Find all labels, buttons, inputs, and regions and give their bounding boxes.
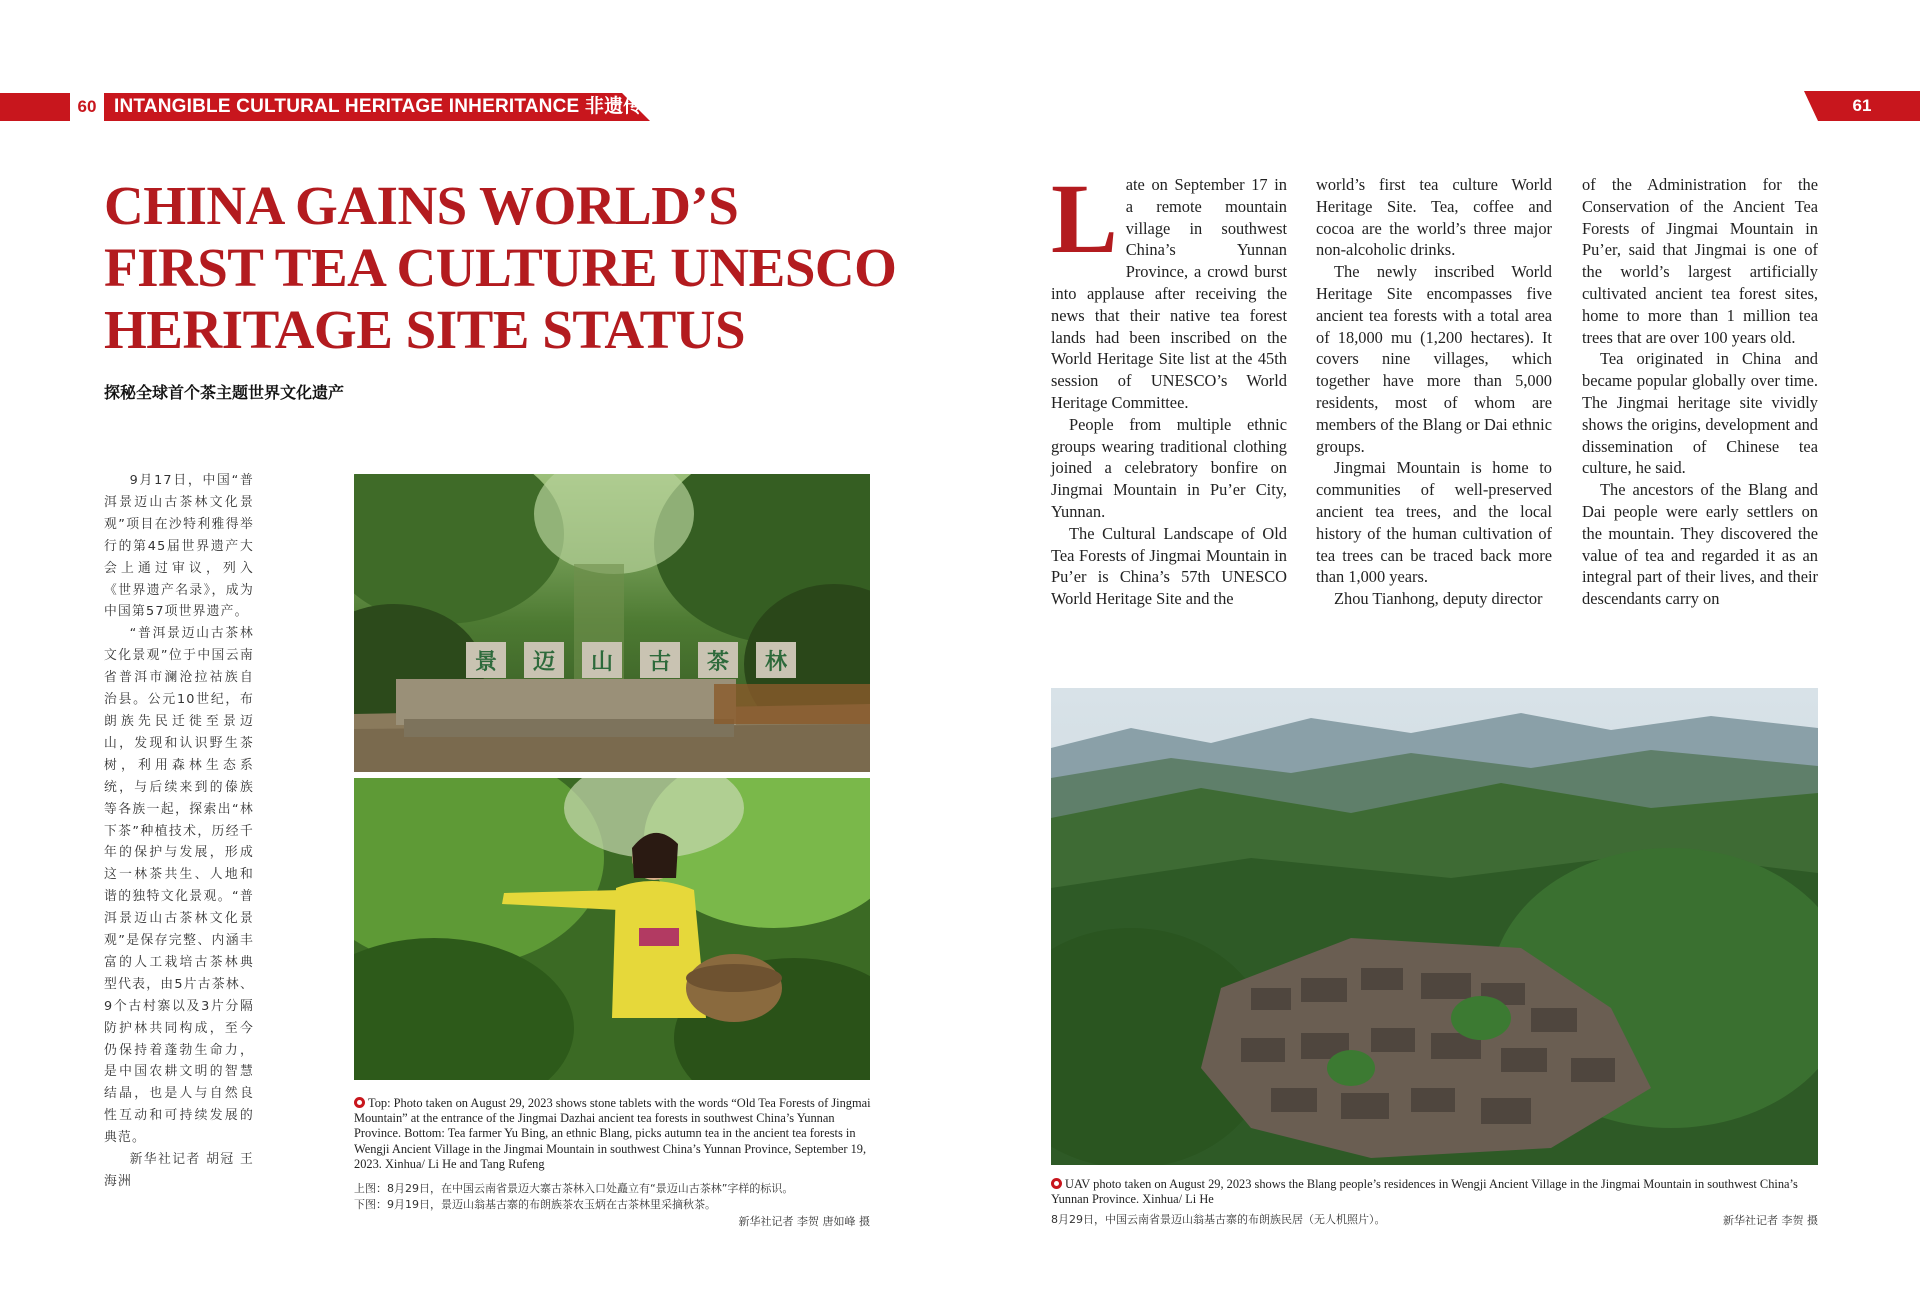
article-paragraph: The ancestors of the Blang and Dai people were early settlers on the mountain. They discovered the value of tea and regarded it as an integral part of their lives, and their descendants carry on (1582, 480, 1818, 609)
photo-aerial-village (1051, 688, 1818, 1165)
article-subheadline-cn: 探秘全球首个茶主题世界文化遗产 (104, 383, 345, 402)
article-column-3 (1582, 174, 1818, 610)
article-paragraph: The newly inscribed World Heritage Site encompasses five ancient tea forests with a total area of 18,000 mu (1,200 hectares). It covers nine villages, which together have more than 5,000 residents, most of whom are members of the Blang or Dai ethnic groups. (1316, 262, 1552, 456)
article-paragraph: Tea originated in China and became popular globally over time. The Jingmai heritage site vividly shows the origins, development and dissemination of Chinese tea culture, he said. (1582, 349, 1818, 478)
tablet-char: 迈 (524, 642, 564, 678)
stone-tablets (466, 642, 796, 682)
drop-cap: L (1051, 163, 1118, 274)
tablet-char: 茶 (698, 642, 738, 678)
page-number-left: 60 (70, 93, 104, 121)
article-paragraph: ate on September 17 in a remote mountain village in southwest China’s Yunnan Province, a crowd burst into applause after receiving the news that their native tea forest lands had been inscribed on the World Heritage Site list at the 45th session of UNESCO’s World Heritage Committee. (1051, 175, 1287, 412)
cn-paragraph: 9月17日，中国“普洱景迈山古茶林文化景观”项目在沙特利雅得举行的第45届世界遗产大会上通过审议，列入《世界遗产名录》，成为中国第57项世界遗产。 (104, 473, 254, 620)
left-photo-caption-cn-1: 上图：8月29日，在中国云南省景迈大寨古茶林入口处矗立有“景迈山古茶林”字样的标识。 (354, 1182, 794, 1195)
left-photo-caption-cn-2: 下图：9月19日，景迈山翁基古寨的布朗族茶农玉炳在古茶林里采摘秋茶。 (354, 1198, 716, 1211)
cn-paragraph: “普洱景迈山古茶林文化景观”位于中国云南省普洱市澜沧拉祜族自治县。公元10世纪，布朗族先民迁徙至景迈山，发现和认识野生茶树，利用森林生态系统，与后续来到的傣族等各族一起，探索出“林下茶”种植技术，历经千年的保护与发展，形成这一林茶共生、人地和谐的独特文化景观。“普洱景迈山古茶林文化景观”是保存完整、内涵丰富的人工栽培古茶林典型代表，由5片古茶林、9个古村寨以及3片分隔防护林共同构成，至今仍保持着蓬勃生命力，是中国农耕文明的智慧结晶，也是人与自然良性互动和可持续发展的典范。 (104, 626, 254, 1146)
article-paragraph: Zhou Tianhong, deputy director (1334, 589, 1543, 609)
section-title: INTANGIBLE CULTURAL HERITAGE INHERITANCE 非遗传承 (114, 96, 662, 117)
article-headline: CHINA GAINS WORLD’S FIRST TEA CULTURE UNESCO HERITAGE SITE STATUS (104, 175, 897, 360)
photo-tea-farmer (354, 778, 870, 1080)
article-column-2 (1316, 174, 1552, 610)
tablet-char: 林 (756, 642, 796, 678)
tablet-char: 景 (466, 642, 506, 678)
article-paragraph: world’s first tea culture World Heritage Site. Tea, coffee and cocoa are the world’s three major non-alcoholic drinks. (1316, 175, 1552, 260)
right-photo-caption-en (1051, 1177, 1821, 1207)
photo-stone-tablets (354, 474, 870, 772)
article-column-1 (1051, 163, 1287, 610)
article-paragraph: The Cultural Landscape of Old Tea Forests of Jingmai Mountain in Pu’er is China’s 57th UNESCO World Heritage Site and the (1051, 523, 1287, 609)
article-paragraph: People from multiple ethnic groups wearing traditional clothing joined a celebratory bonfire on Jingmai Mountain in Pu’er City, Yunnan. (1051, 414, 1287, 521)
right-photo-caption-cn: 8月29日，中国云南省景迈山翁基古寨的布朗族民居（无人机照片）。 (1051, 1213, 1386, 1226)
page-number-right: 61 (1852, 96, 1872, 115)
cn-byline: 新华社记者 胡冠 王海洲 (104, 1152, 254, 1189)
tablet-char: 古 (640, 642, 680, 678)
right-photo-credit: 新华社记者 李贺 摄 (1723, 1214, 1818, 1227)
article-paragraph: Jingmai Mountain is home to communities of well-preserved ancient tea trees, and the local history of the human cultivation of tea trees can be traced back more than 1,000 years. (1316, 458, 1552, 587)
left-caption-text: Top: Photo taken on August 29, 2023 shows stone tablets with the words “Old Tea Forests of Jingmai Mountain” at the entrance of the Jingmai Dazhai ancient tea forests in southwest China’s Yunnan Province. Bottom: Tea farmer Yu Bing, an ethnic Blang, picks autumn tea in the ancient tea forests in Wengji Ancient Village in the Jingmai Mountain in southwest China’s Yunnan Province, September 19, 2023. Xinhua/ Li He and Tang Rufeng (354, 1096, 871, 1171)
tablet-char: 山 (582, 642, 622, 678)
left-photo-caption-en (354, 1096, 872, 1172)
left-photo-credit: 新华社记者 李贺 唐如峰 摄 (738, 1215, 870, 1228)
right-caption-text: UAV photo taken on August 29, 2023 shows the Blang people’s residences in Wengji Ancient Village in the Jingmai Mountain in southwest China’s Yunnan Province. Xinhua/ Li He (1051, 1177, 1798, 1207)
camera-icon (1051, 1178, 1062, 1189)
camera-icon (354, 1097, 365, 1108)
article-paragraph: of the Administration for the Conservation of the Ancient Tea Forests of Jingmai Mountain in Pu’er, said that Jingmai is one of the world’s largest artificially cultivated ancient tea forest sites, home to more than 1 million tea trees that are over 100 years old. (1582, 175, 1818, 347)
chinese-summary (104, 470, 254, 1193)
